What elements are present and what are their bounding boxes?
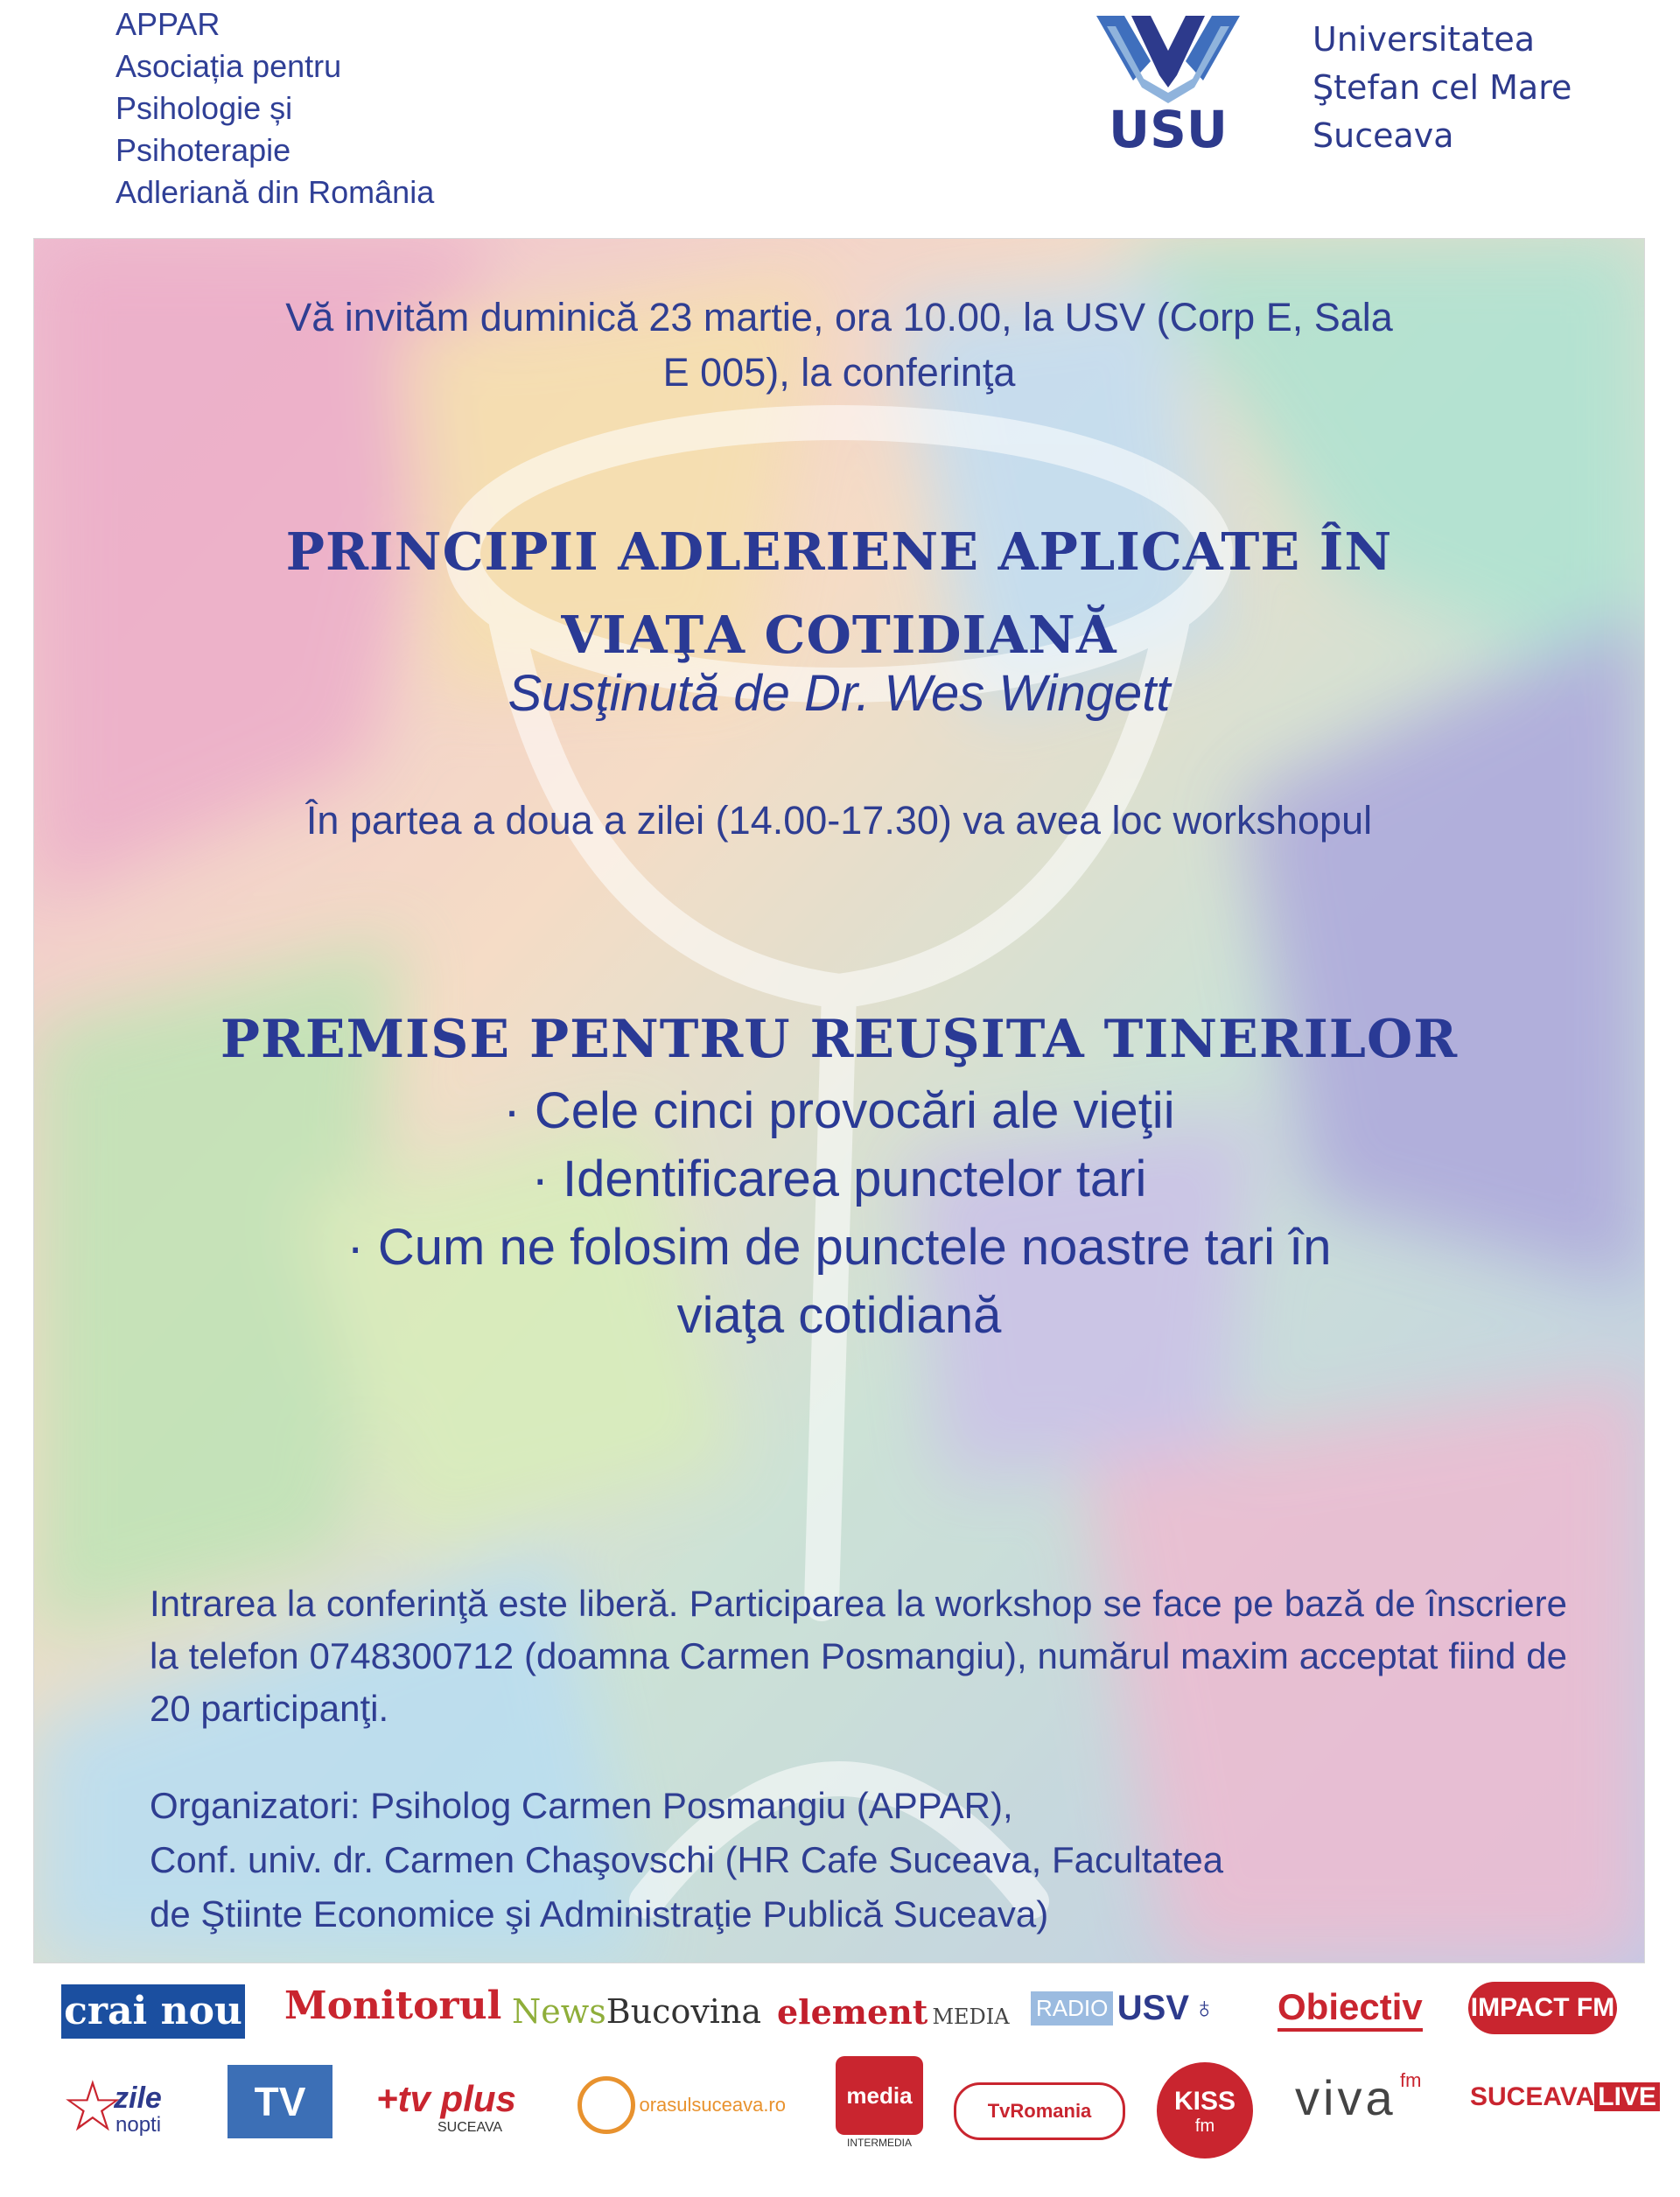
kiss-fm-text: fm [1194, 2117, 1215, 2136]
organizers-line: Organizatori: Psiholog Carmen Posmangiu (APPAR), [150, 1785, 1013, 1826]
poster-content [34, 239, 1644, 1963]
live-text: LIVE [1594, 2082, 1660, 2111]
university-name-line: Universitatea [1312, 20, 1536, 59]
zile-nopti-logo [61, 2069, 192, 2148]
university-name-line: Suceava [1312, 116, 1454, 155]
registration-notes: Intrarea la conferinţă este liberă. Participarea la workshop se face pe bază de înscriere la telefon 0748300712 (doamna Carmen Posmangiu), numărul maxim acceptat fiind de 20 participanţi. [150, 1583, 1567, 1729]
appar-name [116, 3, 434, 213]
impact-fm-text: IMPACT FM [1470, 1993, 1615, 2022]
news-text: News [512, 1992, 606, 2031]
intermedia-logo [831, 2056, 928, 2179]
suceava-text: SUCEAVA [1470, 2082, 1595, 2111]
workshop-topics [209, 1077, 1469, 1350]
topic-item: · Cele cinci provocări ale vieţii [503, 1082, 1175, 1139]
topic-item: · Identificarea punctelor tari [531, 1151, 1147, 1207]
organizers-line: Conf. univ. dr. Carmen Chaşovschi (HR Cafe Suceava, Facultatea [150, 1839, 1224, 1880]
topic-item: viaţa cotidiană [676, 1287, 1002, 1344]
intermedia-text: INTERMEDIA [846, 2137, 912, 2149]
workshop-title: PREMISE PENTRU REUŞITA TINERILOR [220, 1009, 1459, 1070]
orasul-suceava-text: orasulsuceava.ro [639, 2094, 786, 2116]
university-name-line: Ştefan cel Mare [1312, 68, 1572, 107]
zile-text: zile [114, 2082, 162, 2115]
appar-line: Asociația pentru [116, 48, 342, 84]
topic-item: · Cum ne folosim de punctele noastre tari în [346, 1219, 1332, 1276]
crai-nou-text: crai nou [64, 1989, 242, 2033]
usv-logo [1089, 7, 1247, 156]
media-text: media [846, 2082, 913, 2109]
organizers [150, 1779, 1585, 1942]
appar-line: Psihoterapie [116, 132, 291, 168]
poster [33, 238, 1645, 1963]
conference-title-line: PRINCIPII ADLERIENE APLICATE ÎN [285, 521, 1393, 582]
microphone-icon: ♁ [1193, 1991, 1215, 2025]
radio-usv-logo [1031, 1989, 1215, 2028]
monitorul-text: Monitorul [284, 1984, 502, 2028]
tv-plus-logo [376, 2078, 534, 2136]
media-partners [52, 1973, 1656, 2183]
element-text: element [777, 1992, 928, 2032]
news-bucovina-logo [512, 1992, 761, 2031]
star-icon: ☆ [61, 2068, 124, 2145]
media-text: MEDIA [932, 2005, 1010, 2029]
invitation-line: E 005), la conferinţa [662, 350, 1016, 395]
organizers-line: de Ştiinte Economice şi Administraţie Publică Suceava) [150, 1893, 1049, 1935]
viva-text: viva [1295, 2070, 1396, 2125]
kiss-text: KISS [1173, 2087, 1236, 2116]
orasul-suceava-icon [578, 2076, 635, 2134]
usv-text: USV [1116, 1989, 1190, 2027]
tv-plus-text: +tv plus [376, 2078, 516, 2119]
tv-romania-text: TvRomania [987, 2100, 1092, 2122]
invitation-text [139, 290, 1539, 400]
appar-line: Psihologie și [116, 90, 293, 126]
viva-fm-text: fm [1400, 2069, 1422, 2091]
monitorul-logo [284, 1984, 501, 2028]
radio-text: RADIO [1031, 1991, 1113, 2026]
suceava-live-logo [1470, 2082, 1660, 2112]
kiss-fm-logo [1157, 2062, 1253, 2159]
invitation-line: Vă invităm duminică 23 martie, ora 10.00, la USV (Corp E, Sala [285, 295, 1393, 339]
viva-fm-logo [1295, 2069, 1422, 2126]
bucovina-text: Bucovina [606, 1992, 762, 2031]
obiectiv-text: Obiectiv [1278, 1986, 1423, 2027]
speaker-line: Susţinută de Dr. Wes Wingett [508, 665, 1171, 722]
appar-line: APPAR [116, 6, 220, 42]
workshop-intro: În partea a doua a zilei (14.00-17.30) va avea loc workshopul [305, 798, 1373, 843]
element-media-logo [777, 1992, 1010, 2032]
tv-plus-suceava-text: SUCEAVA [438, 2120, 503, 2135]
appar-line: Adleriană din România [116, 174, 435, 210]
orasul-suceava-logo [578, 2076, 786, 2134]
crai-nou-logo [61, 1984, 245, 2039]
bucovina-tv-logo [228, 2065, 332, 2138]
tv-text: TV [254, 2079, 306, 2124]
university-name [1312, 16, 1572, 160]
intermedia-tv-icon [836, 2056, 923, 2135]
impact-fm-logo [1468, 1982, 1617, 2034]
usv-logo-text: USU [1109, 100, 1228, 156]
obiectiv-logo [1278, 1986, 1423, 2032]
conference-title [139, 510, 1539, 676]
nopti-text: nopti [116, 2113, 162, 2137]
conference-title-line: VIAŢA COTIDIANĂ [561, 605, 1117, 665]
tv-romania-logo [954, 2082, 1125, 2140]
